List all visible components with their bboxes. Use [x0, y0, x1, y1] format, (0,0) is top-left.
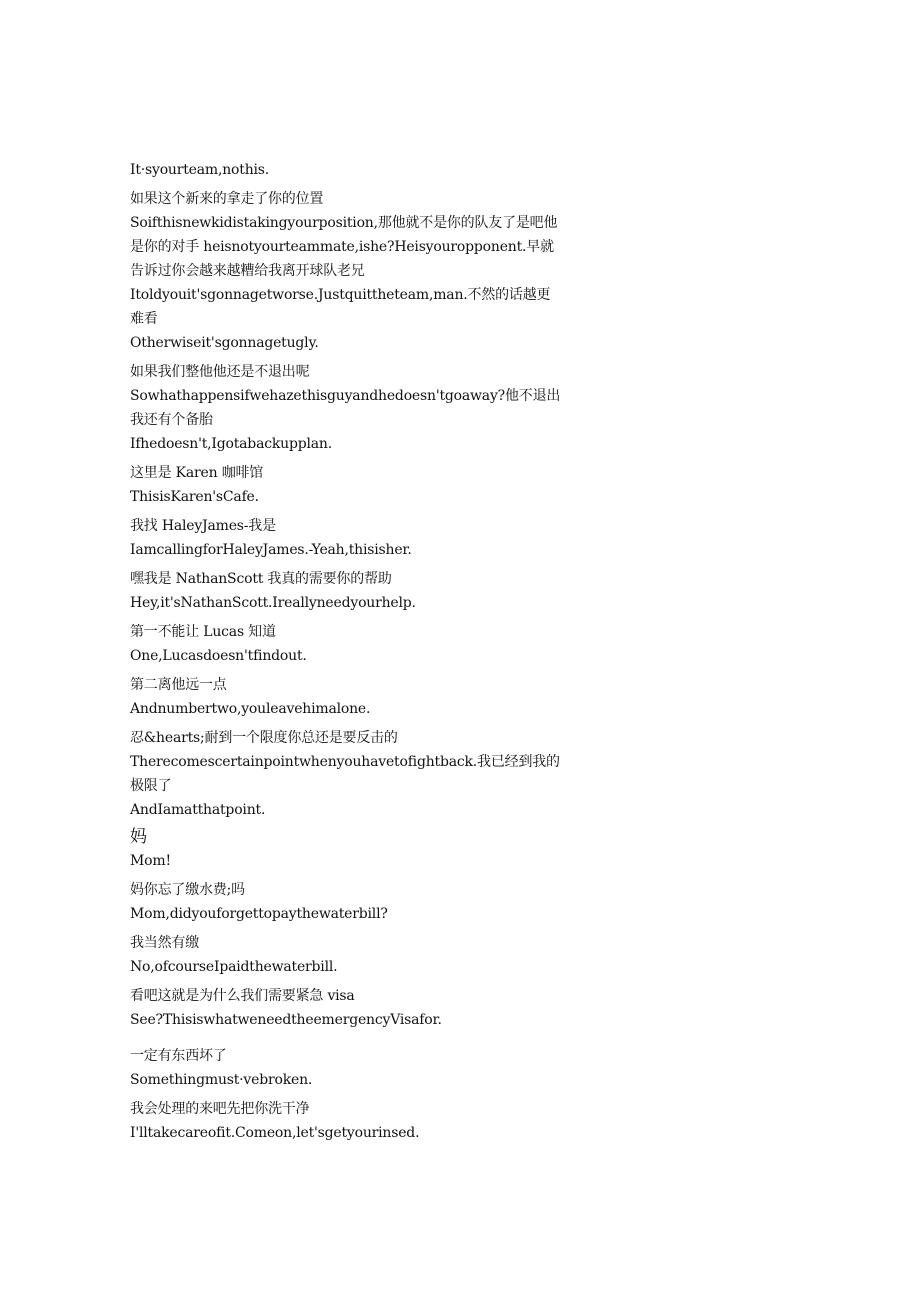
- line-en: Therecomescertainpointwhenyouhavetofightback.我已经到我的极限了: [130, 754, 560, 794]
- line-en: Soifthisnewkidistakingyourposition,那他就不是你的队友了是吧他是你的对手 heisnotyourteammate,ishe?Heisyouropponent.早就告诉过你会越来越糟给我离开球队老兄: [130, 215, 558, 279]
- line-en: Sowhathappensifwehazethisguyandhedoesn'tgoaway?他不退出我还有个备胎: [130, 388, 561, 428]
- line-en: Otherwiseit'sgonnagetugly.: [130, 335, 319, 351]
- line-zh: 这里是 Karen 咖啡馆: [130, 465, 264, 481]
- line-en: Hey,it'sNathanScott.Ireallyneedyourhelp.: [130, 595, 416, 611]
- line-en: ThisisKaren'sCafe.: [130, 489, 259, 505]
- line-en: AndIamatthatpoint.: [130, 802, 266, 818]
- line-en: See?ThisiswhatweneedtheemergencyVisafor.: [130, 1012, 442, 1028]
- line-zh: 如果这个新来的拿走了你的位置: [130, 191, 324, 207]
- line-zh: 如果我们整他他还是不退出呢: [130, 364, 310, 380]
- line-en: IamcallingforHaleyJames.-Yeah,thisisher.: [130, 542, 412, 558]
- line-zh: 第一不能让 Lucas 知道: [130, 624, 276, 640]
- line-zh: 第二离他远一点: [130, 677, 227, 693]
- line-en: Mom!: [130, 853, 171, 869]
- line-en: Ifhedoesn't,Igotabackupplan.: [130, 436, 332, 452]
- line-en: Somethingmust·vebroken.: [130, 1072, 313, 1088]
- line-en: One,Lucasdoesn'tfindout.: [130, 648, 307, 664]
- line-zh-heading: 妈: [130, 827, 147, 847]
- line-zh: 看吧这就是为什么我们需要紧急 visa: [130, 988, 355, 1004]
- line-zh: 我找 HaleyJames-我是: [130, 518, 276, 534]
- line-zh: 一定有东西坏了: [130, 1048, 227, 1064]
- line-zh: 我当然有缴: [130, 935, 199, 951]
- line-en: I'lltakecareofit.Comeon,let'sgetyourinsed.: [130, 1125, 420, 1141]
- line-zh: 妈你忘了缴水费;吗: [130, 882, 245, 898]
- subtitle-transcript: [130, 158, 562, 1145]
- line-zh: 我会处理的来吧先把你洗干净: [130, 1101, 310, 1117]
- line-en: It·syourteam,nothis.: [130, 162, 270, 178]
- line-en: Andnumbertwo,youleavehimalone.: [130, 701, 371, 717]
- line-en: No,ofcourseIpaidthewaterbill.: [130, 959, 338, 975]
- line-zh: 嘿我是 NathanScott 我真的需要你的帮助: [130, 571, 392, 587]
- line-en: Itoldyouit'sgonnagetworse.Justquittheteam,man.不然的话越更难看: [130, 287, 551, 327]
- line-zh: 忍&hearts;耐到一个限度你总还是要反击的: [130, 730, 398, 746]
- line-en: Mom,didyouforgettopaythewaterbill?: [130, 906, 388, 922]
